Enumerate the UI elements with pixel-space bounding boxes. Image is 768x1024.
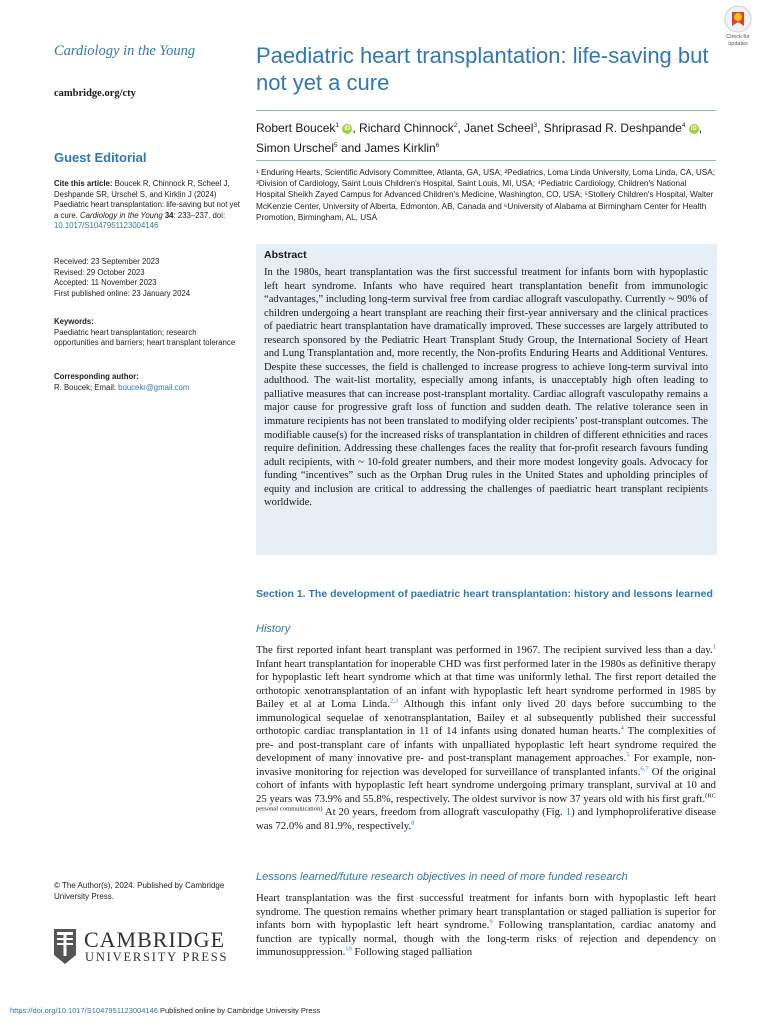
dates-block <box>54 257 240 299</box>
author-affiliation-marker: 4 <box>681 122 686 129</box>
footer-text: Published online by Cambridge University Press <box>157 1006 321 1015</box>
history-heading: History <box>256 623 291 635</box>
reference-link[interactable]: 4 <box>620 724 624 732</box>
date-line: Received: 23 September 2023 <box>54 257 160 266</box>
date-line: First published online: 23 January 2024 <box>54 288 191 298</box>
author-name: Janet Scheel <box>464 121 534 135</box>
lessons-paragraph: Heart transplantation was the first successful treatment for infants born with hypoplastic left heart syndrome. The question remains whether primary heart transplantation or staged palliation is superior for infants born with hypoplastic left heart syndrome.$^9$ Following transplantation, cardiac anatomy and function are typically normal, though with the long-term risks of rejection and dependency on immunosuppression.$^{10}$ Following staged palliation <box>256 892 716 958</box>
section1-heading: Section 1. The development of paediatric heart transplantation: history and lessons learned <box>256 588 713 600</box>
history-paragraph: The first reported infant heart transplant was performed in 1967. The recipient survived less than a day.$^1$ Infant heart transplantation for inoperable CHD was first performed later in the 1980s as definitive therapy for hypoplastic left heart syndrome which at that time was uniformly lethal. The first report detailed the orthotopic xenotransplantation of an infant with hypoplastic left heart syndrome performed in 1985 by Bailey et al at Loma Linda.$^{2,3}$ Although this infant only lived 20 days before succumbing to the immunological sequelae of xenotransplantation, Bailey et al subsequently published their successful orthotopic cardiac transplantation in 11 of 14 infants using donated human hearts.$^4$ The complexities of pre- and post-transplant care of infants with unpalliated hypoplastic left heart syndrome required the development of many innovative pre- and post-transplant management approaches.$^5$ For example, non-invasive monitoring for rejection was developed for surveillance of transplanted infants.$^{6,7}$ Of the original cohort of infants with hypoplastic left heart syndrome undergoing primary transplant, survival at 10 and 25 years was 73.9% and 55.8%, respectively. The oldest survivor is now 37 years old with his first graft.$^{(RC personal communication)}$ At 20 years, freedom from allograft vasculopathy (Fig. 1) and lymphoproliferative disease was 72.0% and 81.9%, respectively.$^8$ <box>256 643 717 832</box>
cite-volume: 34 <box>164 210 174 220</box>
reference-link[interactable]: 10 <box>345 945 352 953</box>
cite-label: Cite this article: <box>54 179 113 188</box>
corresponding-author-block <box>54 372 240 393</box>
divider-top <box>256 110 716 111</box>
reference-link[interactable]: 9 <box>489 918 493 926</box>
corresponding-email-link[interactable]: boucekr@gmail.com <box>118 382 190 392</box>
cite-journal: Cardiology in the Young <box>80 210 163 220</box>
abstract-text: In the 1980s, heart transplantation was the first successful treatment for infants born with hypoplastic left heart syndrome. Infants who have required heart transplantation benefit from immunologic “advantages,” including long-term survival free from cardiac allograft vasculopathy. Currently ~ 90% of children undergoing a heart transplant are reaching their first-year anniversary and the clinical practices of paediatric heart transplantation have dramatically improved. These successes are largely attributed to research sponsored by the Pediatric Heart Transplant Study Group, the International Society of Heart and Lung Transplantation and, more recently, the Non-profits Enduring Hearts and Additional Ventures. Despite these successes, the field is challenged to increase progress to achieve long-term survival into adulthood. The wait-list mortality, especially among infants, is unacceptably high often leading to palliative measures that can increase post-transplant mortality. Cardiac allograft vasculopathy remains a major cause for progressive graft loss of function and sudden death. The relative tolerance seen in immature recipients has not been translated to modifying older recipients’ post-transplant outcomes. The modifiable cause(s) for the increased risks of transplantation in children of different ethnicities and races require definition. Addressing these challenges faces the reality that for-profit research favours funding adult recipients, with ~ 10-fold greater numbers, and their more modest longevity goals. Advocacy for funding “incentives” such as the Orphan Drug rules in the United States and upholding principles of equity and inclusion are critical to addressing the challenges of paediatric heart transplant recipients worldwide. <box>264 267 708 509</box>
author-name: James Kirklin <box>364 141 436 155</box>
reference-link[interactable]: 1 <box>712 643 716 651</box>
author-affiliation-marker: 6 <box>435 142 440 149</box>
author-affiliation-marker: 1 <box>335 122 340 129</box>
divider-affiliations <box>256 160 716 161</box>
journal-url[interactable]: cambridge.org/cty <box>54 88 136 99</box>
author-affiliation-marker: 5 <box>334 142 338 149</box>
author-name: Simon Urschel <box>256 141 335 155</box>
author-name: Richard Chinnock <box>359 121 454 135</box>
author-affiliation-marker: 2 <box>453 122 458 129</box>
logo-line2: UNIVERSITY PRESS <box>85 950 229 964</box>
cite-text: Boucek R, Chinnock R, Scheel J, Deshpande SR, Urschel S, and Kirklin J (2024) Paediatric heart transplantation: life-saving but not yet a cure. <box>54 179 240 220</box>
date-line: Revised: 29 October 2023 <box>54 267 145 277</box>
cite-pages: : 233–237. doi: <box>173 210 226 220</box>
journal-name: Cardiology in the Young <box>54 43 196 59</box>
orcid-icon[interactable]: iD <box>344 125 351 132</box>
abstract-heading: Abstract <box>264 249 307 261</box>
check-for-updates-badge[interactable] <box>716 4 760 52</box>
article-type: Guest Editorial <box>54 150 147 165</box>
keywords-block <box>54 317 240 349</box>
affiliations: ¹ Enduring Hearts, Scientific Advisory Committee, Atlanta, GA, USA; ²Pediatrics, Loma Linda University, Loma Linda, CA, USA; ³Division of Cardiology, Saint Louis Children's Hospital, Saint Louis, MI, USA; ⁴Pediatric Cardiology, Children's National Hospital Sheikh Zayed Campus for Advanced Children's Medicine, Washington, CO, USA; ⁵Stollery Children's Hospital, Walter McKenzie Center, University of Alberta, Edmonton, AB, Canada and ⁶University of Alabama at Birmingham Center for Health Promotion, Birmingham, AL, USA <box>256 168 715 222</box>
reference-link[interactable]: 2,3 <box>389 697 399 705</box>
lessons-heading: Lessons learned/future research objectives in need of more funded research <box>256 871 628 883</box>
badge-label: Check for updates <box>726 34 750 47</box>
corresponding-text: R. Boucek; Email: <box>54 382 116 392</box>
author-name: Robert Boucek <box>256 121 336 135</box>
personal-communication-note: (RC personal communication) <box>256 791 716 813</box>
keywords-text: Paediatric heart transplantation; research opportunities and barriers; heart transplant tolerance <box>54 327 236 348</box>
cambridge-logo <box>54 927 244 967</box>
orcid-icon[interactable]: iD <box>690 125 697 132</box>
author-affiliation-marker: 3 <box>533 122 538 129</box>
footer-doi-link[interactable]: https://doi.org/10.1017/S1047951123004146 <box>10 1006 158 1015</box>
author-list: Robert Boucek$^1$ iD , Richard Chinnock$^2$, Janet Scheel$^3$, Shriprasad R. Deshpande$^4$ iD , Simon Urschel$^5$ and James Kirklin$^6$ <box>256 121 703 155</box>
author-name: Shriprasad R. Deshpande <box>543 121 682 135</box>
reference-link[interactable]: 8 <box>411 818 415 826</box>
figure-link[interactable]: 1 <box>565 806 572 818</box>
article-title: Paediatric heart transplantation: life-saving but not yet a cure <box>256 43 709 95</box>
keywords-label: Keywords: <box>54 317 94 326</box>
reference-link[interactable]: 6,7 <box>640 764 649 772</box>
corresponding-label: Corresponding author: <box>54 372 139 381</box>
footer <box>10 1006 320 1015</box>
citation-block <box>54 179 240 232</box>
date-line: Accepted: 11 November 2023 <box>54 278 157 288</box>
copyright-notice: © The Author(s), 2024. Published by Cambridge University Press. <box>54 881 225 901</box>
reference-link[interactable]: 5 <box>626 751 630 759</box>
cite-doi-link[interactable]: 10.1017/S1047951123004146 <box>54 221 159 231</box>
logo-line1: CAMBRIDGE <box>84 927 226 952</box>
